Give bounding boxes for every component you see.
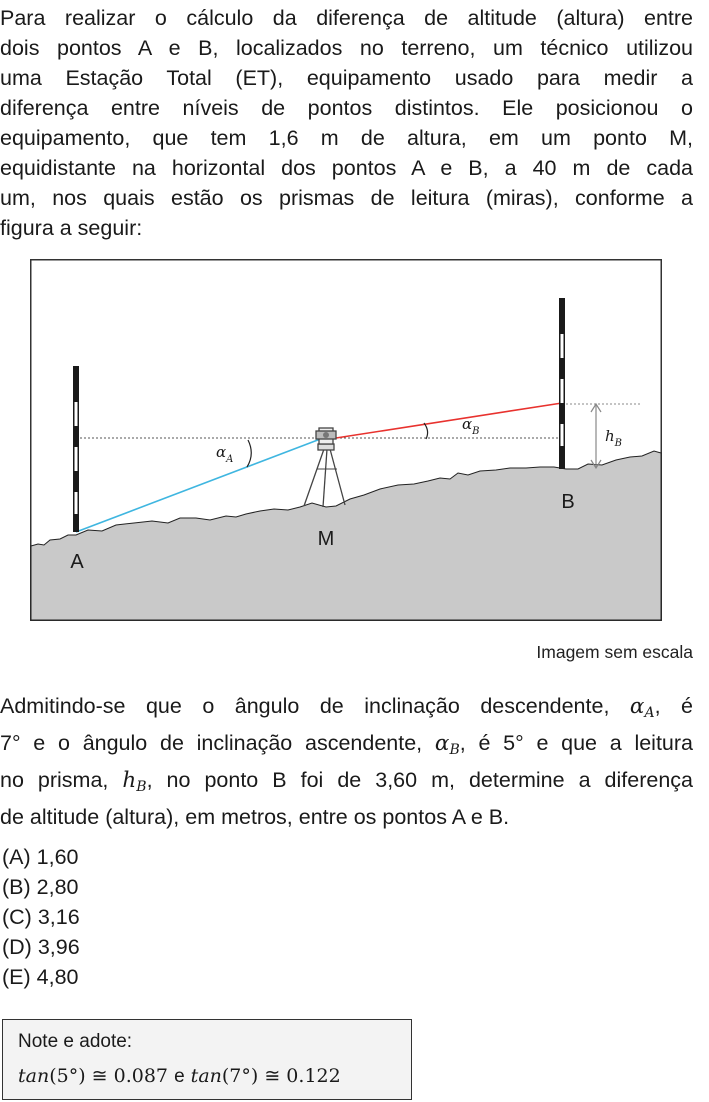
intro-paragraph [0, 3, 693, 243]
note-formula: tan(5°) ≅ 0.087 e tan(7°) ≅ 0.122 [18, 1065, 341, 1087]
hb-label: $h_B$ [605, 427, 623, 449]
intro-line: diferença entre níveis de pontos distintos. Ele posicionou o [0, 96, 693, 120]
intro-line: equidistante na horizontal dos pontos A e B, a 40 m de cada [0, 156, 693, 180]
option-c[interactable]: (C) 3,16 [2, 905, 80, 929]
note-box [2, 1019, 412, 1100]
intro-line: dois pontos A e B, localizados no terreno, um técnico utilizou [0, 36, 693, 60]
question-paragraph [0, 691, 693, 832]
question-line: 7° e o ângulo de inclinação ascendente, αB, é 5° e que a leitura [0, 731, 694, 758]
alpha-b-label: $\alpha_B$ [462, 415, 480, 437]
intro-line: equipamento, que tem 1,6 m de altura, em um ponto M, [0, 126, 693, 150]
figure-caption: Imagem sem escala [536, 642, 693, 662]
intro-line: uma Estação Total (ET), equipamento usado para medir a [0, 66, 693, 90]
answer-options [2, 842, 80, 992]
option-b[interactable]: (B) 2,80 [2, 875, 79, 899]
rod-a [73, 366, 79, 532]
intro-line: Para realizar o cálculo da diferença de altitude (altura) entre [0, 6, 693, 30]
label-a: A [70, 551, 84, 573]
question-line: de altitude (altura), em metros, entre os pontos A e B. [0, 805, 510, 829]
question-line: no prisma, hB, no ponto B foi de 3,60 m, determine a diferença [0, 768, 693, 795]
label-m: M [317, 528, 335, 550]
alpha-a-label: $\alpha_A$ [216, 443, 234, 465]
note-title: Note e adote: [18, 1031, 133, 1052]
terrain-figure [30, 259, 662, 621]
option-e[interactable]: (E) 4,80 [2, 965, 79, 989]
rod-b [559, 298, 565, 469]
intro-line: um, nos quais estão os prismas de leitura (miras), conforme a [0, 186, 693, 210]
question-line: Admitindo-se que o ângulo de inclinação descendente, αA, é [0, 694, 693, 721]
option-d[interactable]: (D) 3,96 [2, 935, 80, 959]
intro-line: figura a seguir: [0, 216, 143, 240]
label-b: B [561, 491, 575, 513]
option-a[interactable]: (A) 1,60 [2, 845, 79, 869]
